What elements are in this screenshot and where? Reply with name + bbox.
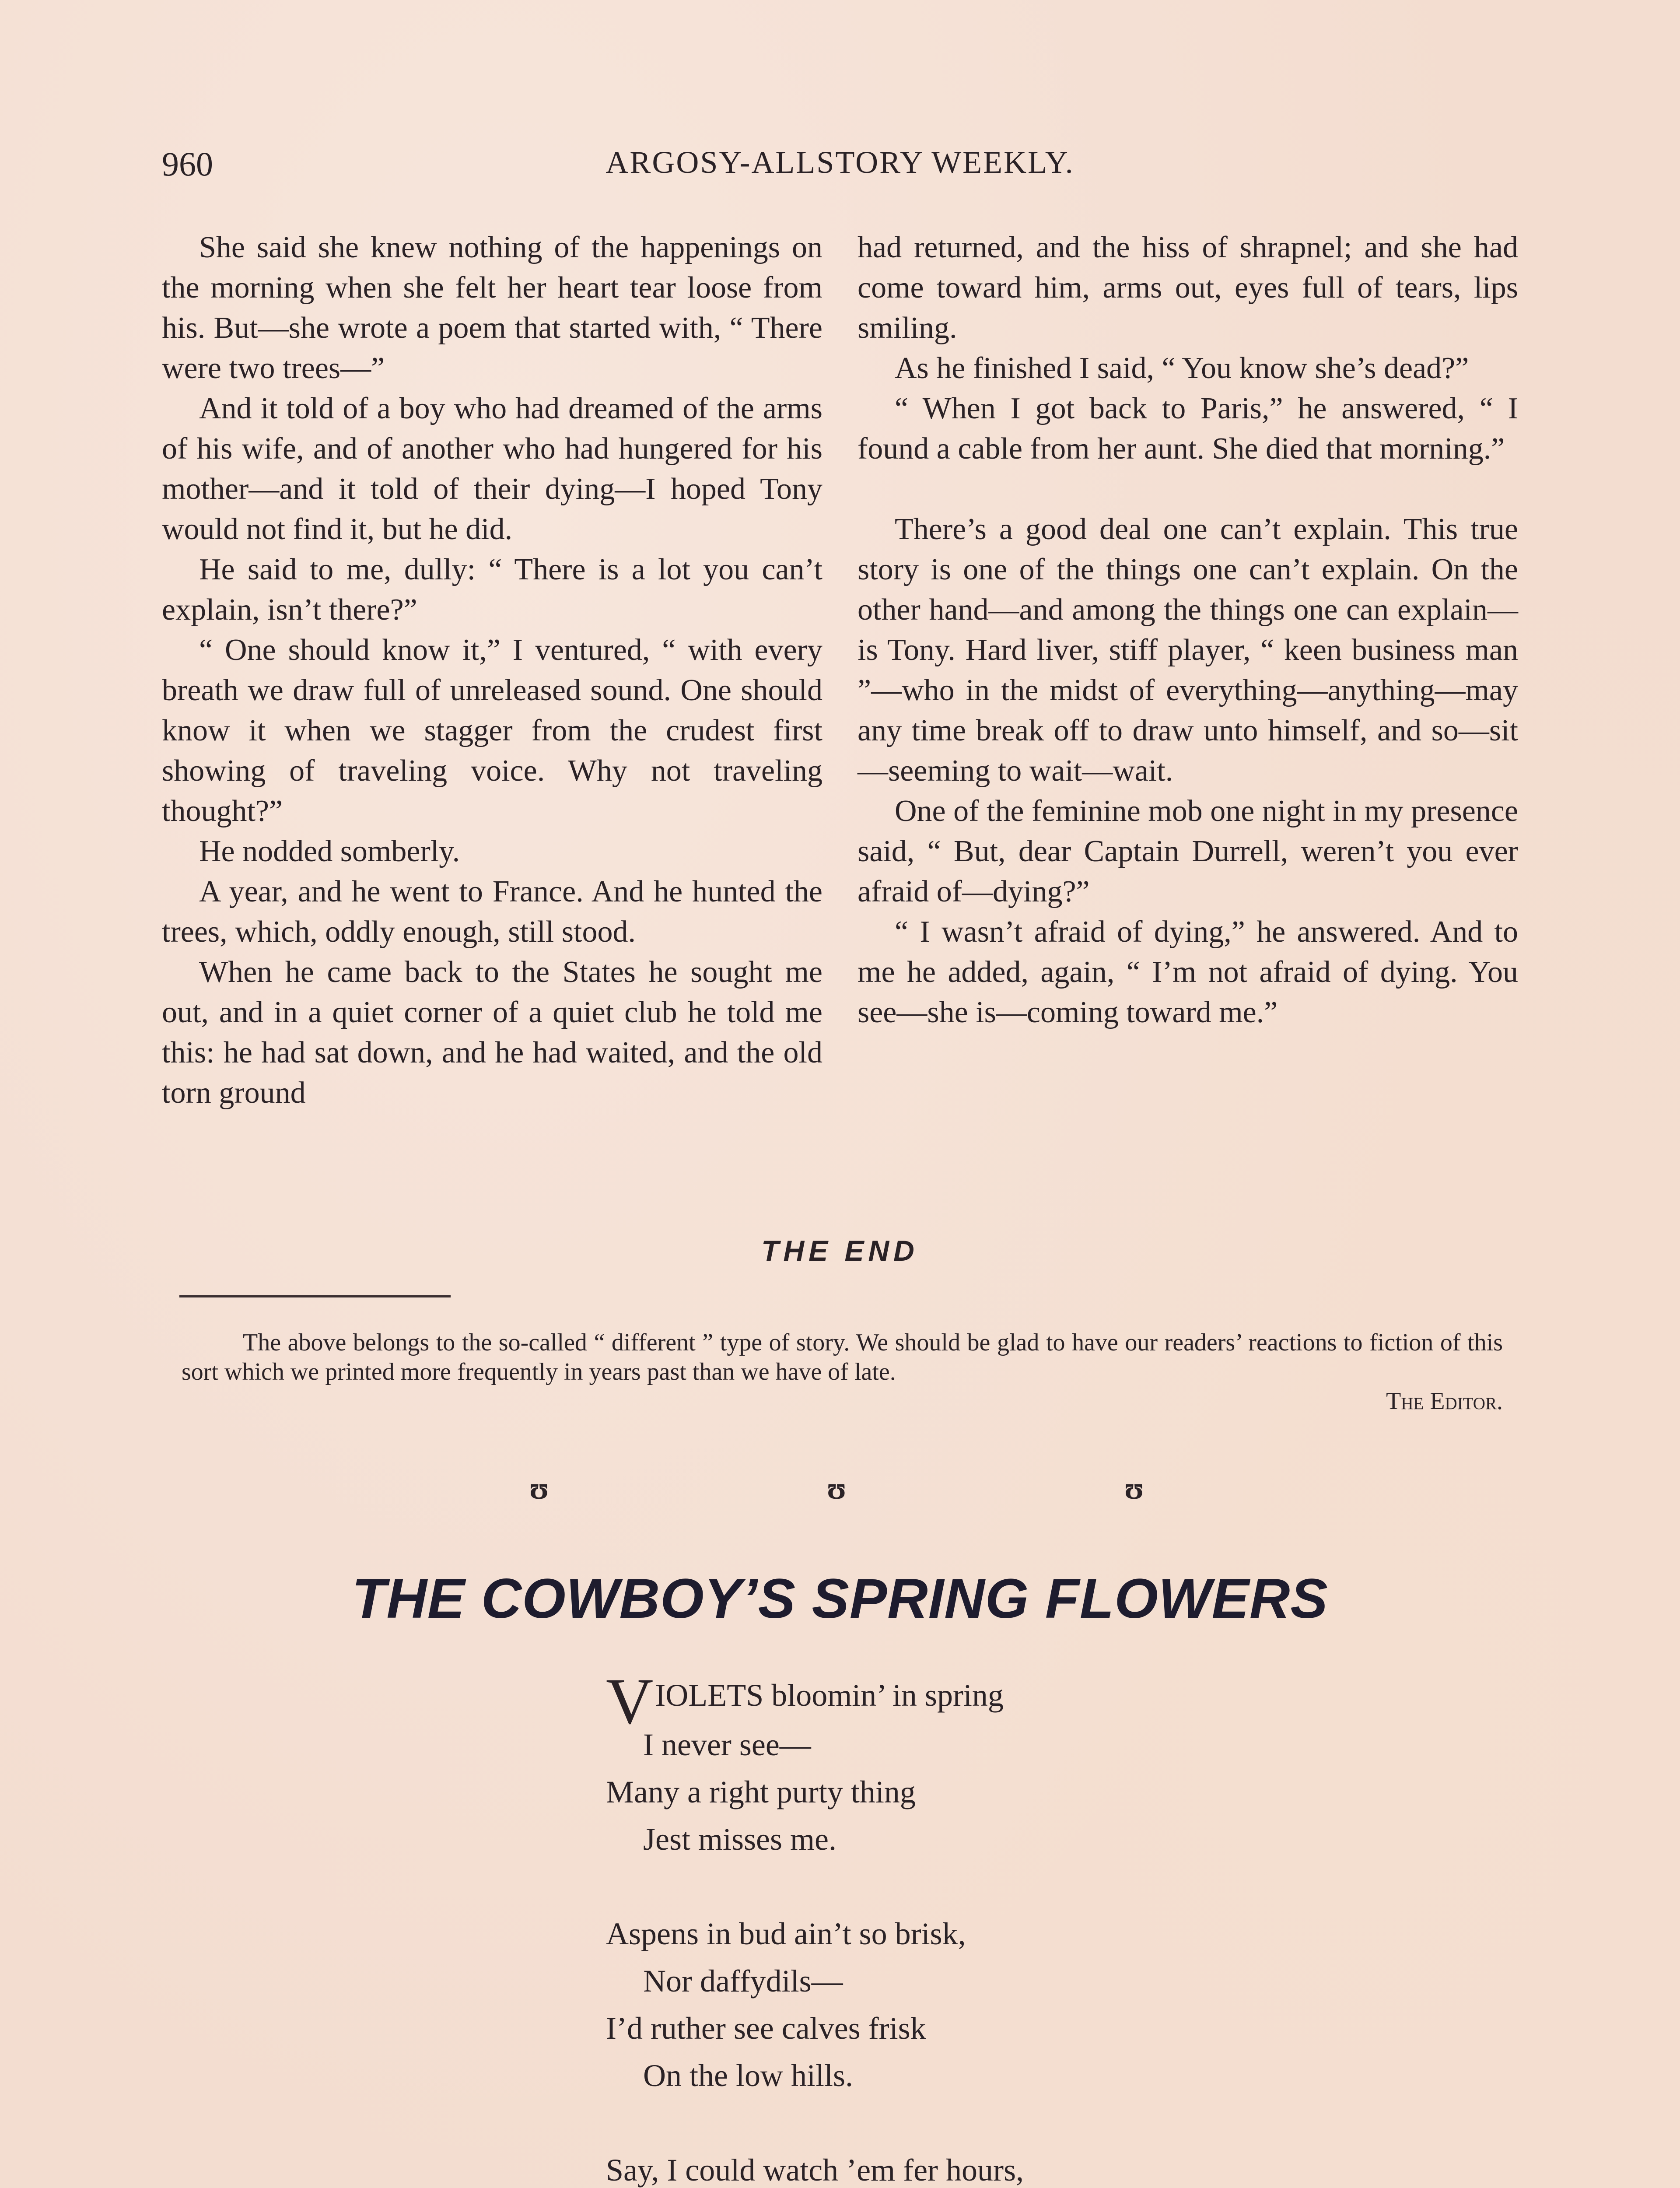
story-paragraph: She said she knew nothing of the happenings on the morning when she felt her heart tear loose from his. But—she wrote a poem that started with, “ There were two trees—” [162,231,822,385]
poem-line: Aspens in bud ain’t so brisk, [606,1916,966,1951]
section-ornaments [529,1470,1151,1514]
story-paragraph: He nodded somberly. [199,835,460,868]
page-number: 960 [162,145,213,183]
story-paragraph: When he came back to the States he sought me out, and in a quiet corner of a quiet club he told me this: he had sat down, and he had waited, and the old torn ground [162,955,822,1110]
story-paragraph: A year, and he went to France. And he hunted the trees, which, oddly enough, still stood. [162,875,822,949]
running-title: ARGOSY-ALLSTORY WEEKLY. [606,145,1074,180]
poem-line: Say, I could watch ’em fer hours, [606,2153,1024,2188]
footnote-signature: The Editor. [1386,1388,1503,1415]
story-paragraph: One of the feminine mob one night in my presence said, “ But, dear Captain Durrell, weren’t you ever afraid of—dying?” [858,794,1518,908]
poem-line: Many a right purty thing [606,1774,916,1809]
story-paragraph: There’s a good deal one can’t explain. This true story is one of the things one can’t explain. On the other hand—and among the things one can explain—is Tony. Hard liver, stiff player, “ keen business man ”—who in the midst of everything—anything—may any time break off to draw unto himself, and so—sit—seeming to wait—wait. [858,512,1518,788]
story-paragraph: “ I wasn’t afraid of dying,” he answered. And to me he added, again, “ I’m not afraid of dying. You see—she is—coming toward me.” [858,915,1518,1029]
story-paragraph: “ When I got back to Paris,” he answered, “ I found a cable from her aunt. She died that morning.” [858,392,1518,466]
story-paragraph: And it told of a boy who had dreamed of the arms of his wife, and of another who had hungered for his mother—and it told of their dying—I hoped Tony would not find it, but he did. [162,392,822,546]
poem-stanza [606,2146,1218,2188]
story-left-column [162,228,822,1113]
poem-body [606,1665,1218,2188]
page-header [162,144,1518,197]
editor-footnote [182,1328,1503,1416]
poem-stanza [606,1910,1218,2099]
footnote-text: The above belongs to the so-called “ different ” type of story. We should be glad to have our readers’ reactions to fiction of this sort which we printed more frequently in years past than we have of late. [182,1329,1503,1385]
poem-line: I never see— [643,1727,811,1762]
story-paragraph: As he finished I said, “ You know she’s dead?” [895,351,1469,385]
poem-line [606,1665,1218,1738]
ornament-icon: ʊ [827,1471,847,1506]
poem-first-line: IOLETS bloomin’ in spring [655,1678,1004,1713]
ornament-icon: ʊ [1124,1471,1144,1506]
poem-stanza [606,1665,1218,1863]
poem-title: THE COWBOY’S SPRING FLOWERS [352,1567,1328,1630]
the-end-label: THE END [761,1234,919,1267]
story-paragraph-continued: had returned, and the hiss of shrapnel; and she had come toward him, arms out, eyes full of tears, lips smiling. [858,231,1518,345]
drop-cap: V [606,1665,654,1738]
story-right-column [858,228,1518,1033]
poem-line: On the low hills. [643,2058,853,2093]
story-paragraph: “ One should know it,” I ventured, “ with every breath we draw full of unreleased sound. One should know it when we stagger from the crudest first showing of traveling voice. Why not traveling thought?” [162,633,822,828]
poem-line: I’d ruther see calves frisk [606,2011,926,2046]
footnote-rule [179,1295,451,1297]
poem-line: Nor daffydils— [643,1964,843,1999]
story-paragraph: He said to me, dully: “ There is a lot you can’t explain, isn’t there?” [162,553,822,627]
poem-line: Jest misses me. [643,1822,836,1857]
ornament-icon: ʊ [529,1471,549,1506]
